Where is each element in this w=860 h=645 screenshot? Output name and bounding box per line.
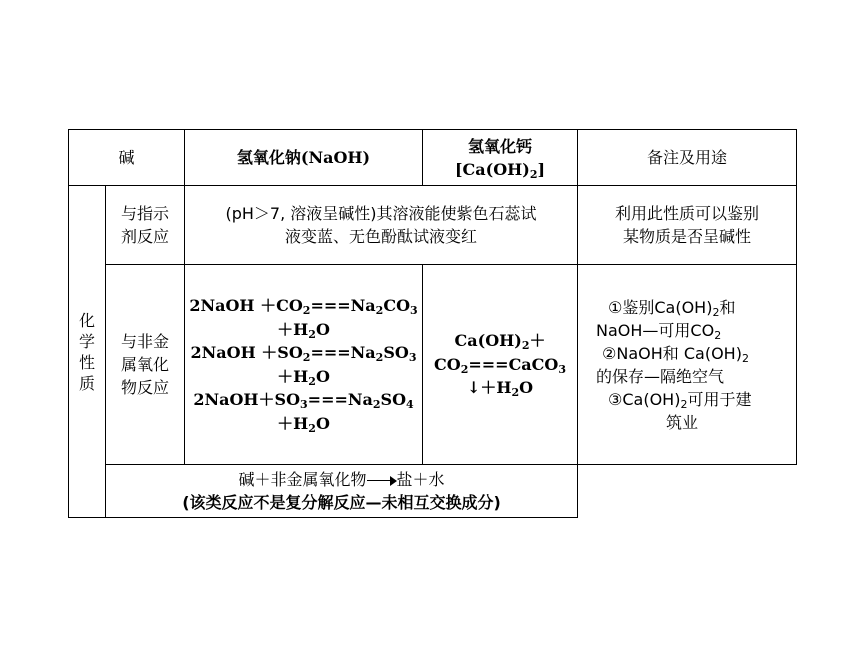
note-line-2: NaOH—可用$CO_2$ <box>596 320 722 342</box>
section-label-chemical-properties: 化 学 性 质 <box>69 186 106 518</box>
naoh-so2-equation: 2NaOH $+SO_2===Na_2SO_3$ <box>190 343 417 364</box>
header-base: 碱 <box>69 130 185 186</box>
naoh-so2-equation-tail: $+H_2O$ <box>277 366 330 388</box>
arrow-right-icon <box>367 476 397 486</box>
header-caoh2 <box>423 130 578 186</box>
note-line-3: ②NaOH和 $Ca(OH)_2$ <box>602 343 749 365</box>
chemistry-properties-table <box>68 129 797 518</box>
caoh2-oxide-equation <box>423 265 578 465</box>
caoh2-equation-line2: $CO_2===CaCO_3$ <box>434 354 566 376</box>
row-label-nonmetal-oxide: 与非金 属氧化 物反应 <box>106 265 185 465</box>
indicator-notes: 利用此性质可以鉴别 某物质是否呈碱性 <box>578 186 797 265</box>
oxide-notes <box>578 265 797 465</box>
summary-equation: 碱＋非金属氧化物 盐＋水 <box>238 470 445 489</box>
caoh2-equation-line1: $Ca(OH)_2+$ <box>454 331 546 353</box>
note-line-1: ①鉴别$Ca(OH)_2$和 <box>608 297 736 319</box>
header-notes: 备注及用途 <box>578 130 797 186</box>
summary-note: (该类反应不是复分解反应—未相互交换成分) <box>182 493 501 512</box>
naoh-co2-equation: 2NaOH $+CO_2===Na_2CO_3$ <box>189 296 418 317</box>
header-caoh2-formula: $[Ca(OH)_2]$ <box>454 159 546 181</box>
header-caoh2-name: 氢氧化钙 <box>468 136 533 156</box>
row-label-indicator: 与指示 剂反应 <box>106 186 185 265</box>
indicator-reaction-description: (pH＞7, 溶液呈碱性)其溶液能使紫色石蕊试 液变蓝、无色酚酞试液变红 <box>185 186 578 265</box>
note-line-4: 的保存—隔绝空气 <box>596 366 725 386</box>
note-line-6: 筑业 <box>666 412 699 432</box>
naoh-so3-equation: $2NaOH+SO_3===Na_2SO_4$ <box>193 390 414 411</box>
summary-general-reaction <box>106 465 578 518</box>
caoh2-equation-line3: $↓+H_2O$ <box>466 378 534 400</box>
header-naoh: 氢氧化钠(NaOH) <box>185 130 423 186</box>
naoh-co2-equation-tail: $+H_2O$ <box>277 319 330 341</box>
naoh-oxide-equations <box>185 265 423 465</box>
naoh-so3-equation-tail: $+H_2O$ <box>277 413 330 435</box>
note-line-5: $③Ca(OH)_2$可用于建 <box>608 389 752 411</box>
